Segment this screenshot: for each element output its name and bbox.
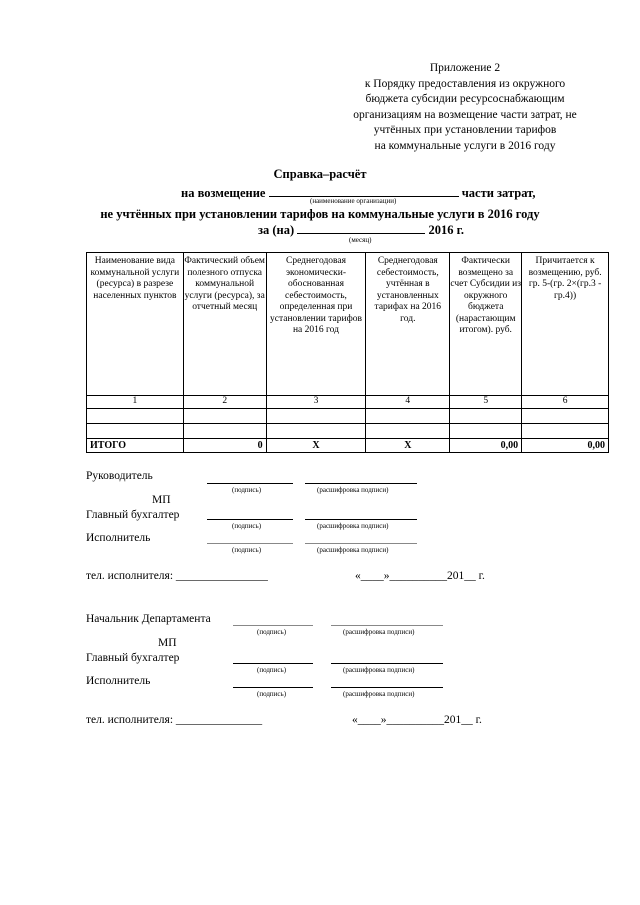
executor-signature-line[interactable] — [233, 687, 313, 688]
table-cell[interactable] — [87, 408, 184, 423]
header-cell: Фактически возмещено за счет Субсидии из окружного бюджета (нарастающим итогом). руб. — [450, 253, 522, 396]
title-line2-prefix: на возмещение — [181, 186, 266, 200]
column-number: 5 — [450, 396, 522, 409]
table-cell[interactable] — [450, 408, 522, 423]
appendix-line: на коммунальные услуги в 2016 году — [374, 139, 556, 152]
decode-hint: (расшифровка подписи) — [317, 486, 389, 494]
header-cell: Среднегодовая себестоимость, учтённая в установленных тарифах на 2016 год. — [366, 253, 450, 396]
table-row — [87, 408, 609, 423]
column-number: 2 — [183, 396, 266, 409]
sign-hint: (подпись) — [232, 546, 262, 554]
accountant-signature-line[interactable] — [233, 663, 313, 664]
decode-hint: (расшифровка подписи) — [343, 690, 415, 698]
department-head-label: Начальник Департамента — [86, 613, 211, 625]
executor-phone: тел. исполнителя: _______________ — [86, 714, 263, 726]
stamp-label: МП — [152, 494, 171, 506]
table-cell[interactable] — [266, 423, 366, 438]
sign-hint: (подпись) — [232, 522, 262, 530]
header-cell: Фактический объем полезного отпуска коммунальной услуги (ресурса), за отчетный месяц — [183, 253, 266, 396]
decode-hint: (расшифровка подписи) — [343, 628, 415, 636]
appendix-line: учтённых при установлении тарифов — [373, 124, 557, 136]
accountant-signature-line[interactable] — [207, 519, 293, 520]
date-field: «____»__________201__ г. — [355, 570, 485, 582]
accountant-decode-line[interactable] — [331, 663, 443, 664]
total-cell: Х — [266, 438, 366, 452]
table-row — [87, 423, 609, 438]
appendix-line: к Порядку предоставления из окружного — [364, 77, 566, 90]
table-cell[interactable] — [450, 423, 522, 438]
table-cell[interactable] — [183, 408, 266, 423]
department-head-signature-line[interactable] — [233, 625, 313, 626]
date-field: «____»__________201__ г. — [352, 714, 482, 726]
decode-hint: (расшифровка подписи) — [317, 546, 389, 554]
executor-label: Исполнитель — [86, 675, 151, 687]
title-line2-suffix: части затрат, — [461, 186, 536, 200]
total-cell: 0,00 — [450, 438, 522, 452]
accountant-label: Главный бухгалтер — [86, 509, 180, 521]
sign-hint: (подпись) — [257, 690, 287, 698]
accountant-label: Главный бухгалтер — [86, 652, 180, 664]
accountant-decode-line[interactable] — [305, 519, 417, 520]
table-total-row — [87, 438, 609, 452]
title-line4-prefix: за (на) — [258, 223, 295, 237]
title-line4-suffix: 2016 г. — [428, 223, 464, 237]
table-cell[interactable] — [366, 408, 450, 423]
organization-hint: (наименование организации) — [310, 197, 397, 205]
executor-phone: тел. исполнителя: ________________ — [86, 570, 268, 582]
executor-label: Исполнитель — [86, 532, 151, 544]
total-cell: 0,00 — [522, 438, 609, 452]
header-cell: Причитается к возмещению, руб. гр. 5-(гр. 2×(гр.3 - гр.4)) — [522, 253, 609, 396]
appendix-header — [330, 61, 600, 154]
decode-hint: (расшифровка подписи) — [317, 522, 389, 530]
table-cell[interactable] — [183, 423, 266, 438]
header-cell: Наименование вида коммунальной услуги (ресурса) в разрезе населенных пунктов — [87, 253, 184, 396]
column-number: 6 — [522, 396, 609, 409]
sign-hint: (подпись) — [232, 486, 262, 494]
table-cell[interactable] — [87, 423, 184, 438]
executor-decode-line[interactable] — [305, 543, 417, 544]
table-cell[interactable] — [366, 423, 450, 438]
title-line-3: не учтённых при установлении тарифов на коммунальные услуги в 2016 году — [100, 207, 540, 221]
total-label: ИТОГО — [87, 438, 184, 452]
organization-name-blank[interactable] — [269, 184, 459, 197]
head-label: Руководитель — [86, 470, 153, 482]
total-cell: Х — [366, 438, 450, 452]
table-cell[interactable] — [522, 423, 609, 438]
table-cell[interactable] — [266, 408, 366, 423]
month-blank[interactable] — [297, 221, 425, 234]
column-number: 1 — [87, 396, 184, 409]
appendix-line: Приложение 2 — [429, 62, 501, 74]
column-number: 3 — [266, 396, 366, 409]
document-title: Справка–расчёт — [273, 167, 367, 181]
table-number-row — [87, 396, 609, 409]
month-hint: (месяц) — [349, 236, 372, 244]
decode-hint: (расшифровка подписи) — [343, 666, 415, 674]
head-decode-line[interactable] — [305, 483, 417, 484]
table-header-row — [87, 253, 609, 396]
appendix-line: организациям на возмещение части затрат, не — [353, 108, 577, 121]
sign-hint: (подпись) — [257, 666, 287, 674]
column-number: 4 — [366, 396, 450, 409]
total-cell: 0 — [183, 438, 266, 452]
department-head-decode-line[interactable] — [331, 625, 443, 626]
calculation-table — [86, 252, 609, 453]
sign-hint: (подпись) — [257, 628, 287, 636]
stamp-label: МП — [158, 637, 177, 649]
table-cell[interactable] — [522, 408, 609, 423]
executor-decode-line[interactable] — [331, 687, 443, 688]
head-signature-line[interactable] — [207, 483, 293, 484]
appendix-line: бюджета субсидии ресурсоснабжающим — [365, 93, 565, 105]
header-cell: Среднегодовая экономически-обоснованная себестоимость, определенная при установлении тарифов на 2016 год — [266, 253, 366, 396]
executor-signature-line[interactable] — [207, 543, 293, 544]
